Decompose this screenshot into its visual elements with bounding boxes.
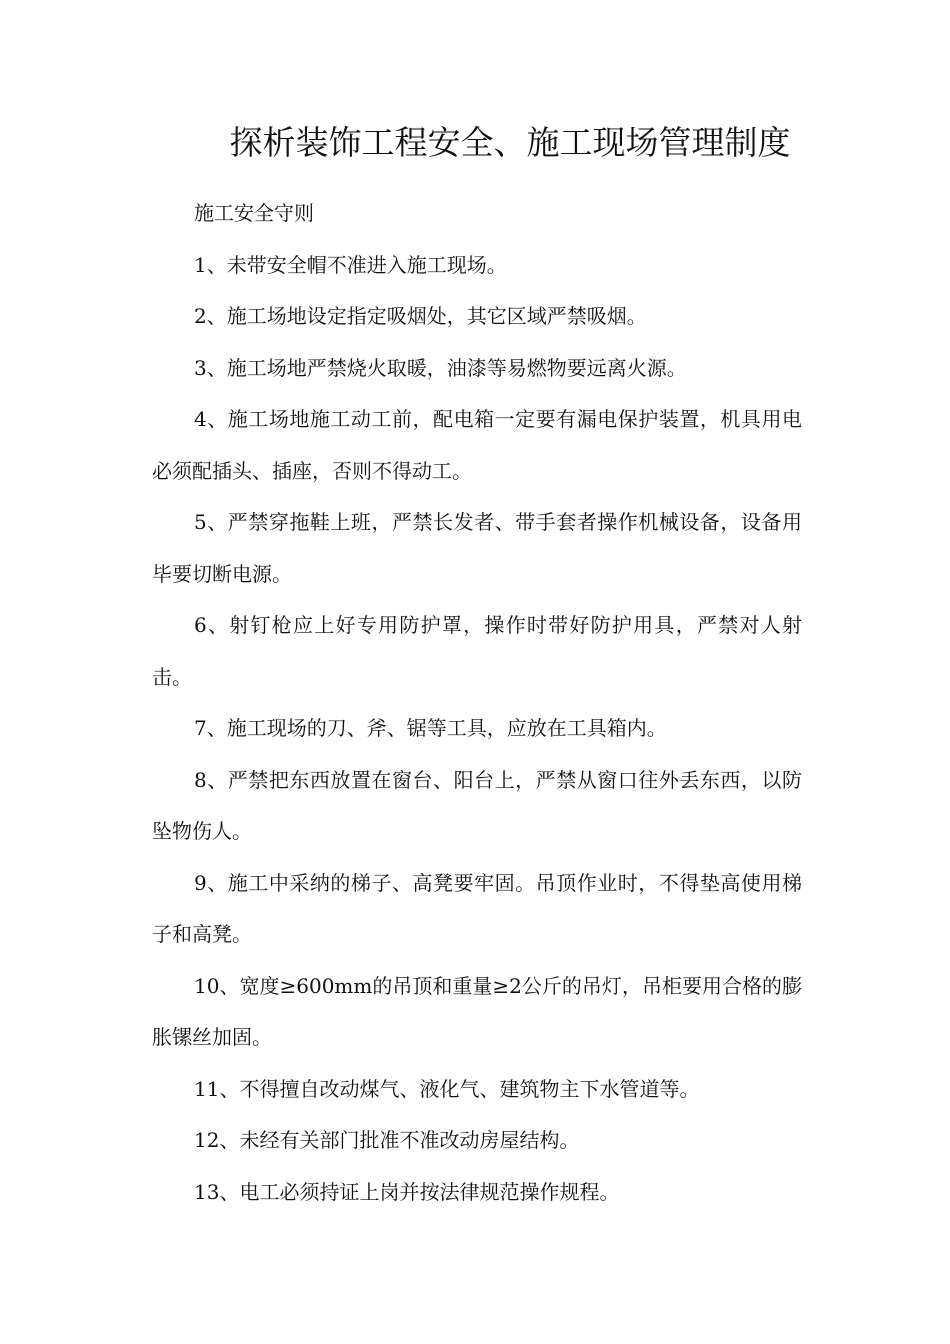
rule-item-5: 5、严禁穿拖鞋上班，严禁长发者、带手套者操作机械设备，设备用毕要切断电源。 — [152, 510, 802, 586]
rule-item-2: 2、施工场地设定指定吸烟处，其它区域严禁吸烟。 — [194, 304, 647, 328]
rule-item-11: 11、不得擅自改动煤气、液化气、建筑物主下水管道等。 — [194, 1076, 700, 1101]
rule-item-3: 3、施工场地严禁烧火取暖，油漆等易燃物要远离火源。 — [194, 355, 687, 380]
rule-item-10: 10、宽度≥600mm的吊顶和重量≥2公斤的吊灯，吊柜要用合格的膨胀镙丝加固。 — [152, 973, 802, 1049]
rule-item-7: 7、施工现场的刀、斧、锯等工具，应放在工具箱内。 — [194, 716, 667, 740]
rule-item-13: 13、电工必须持证上岗并按法律规范操作规程。 — [194, 1179, 620, 1204]
section-heading: 施工安全守则 — [194, 201, 314, 225]
rule-item-1: 1、未带安全帽不准进入施工现场。 — [194, 252, 507, 277]
rule-item-6: 6、射钉枪应上好专用防护罩，操作时带好防护用具，严禁对人射击。 — [152, 613, 802, 689]
document-title: 探析装饰工程安全、施工现场管理制度 — [229, 123, 791, 162]
document-body — [152, 188, 802, 1218]
rule-item-8: 8、严禁把东西放置在窗台、阳台上，严禁从窗口往外丢东西，以防坠物伤人。 — [152, 767, 802, 843]
rule-item-12: 12、未经有关部门批准不准改动房屋结构。 — [194, 1128, 580, 1152]
rule-item-9: 9、施工中采纳的梯子、高凳要牢固。吊顶作业时，不得垫高使用梯子和高凳。 — [152, 870, 802, 946]
rule-item-4: 4、施工场地施工动工前，配电箱一定要有漏电保护装置，机具用电必须配插头、插座，否则不得动工。 — [152, 407, 802, 483]
